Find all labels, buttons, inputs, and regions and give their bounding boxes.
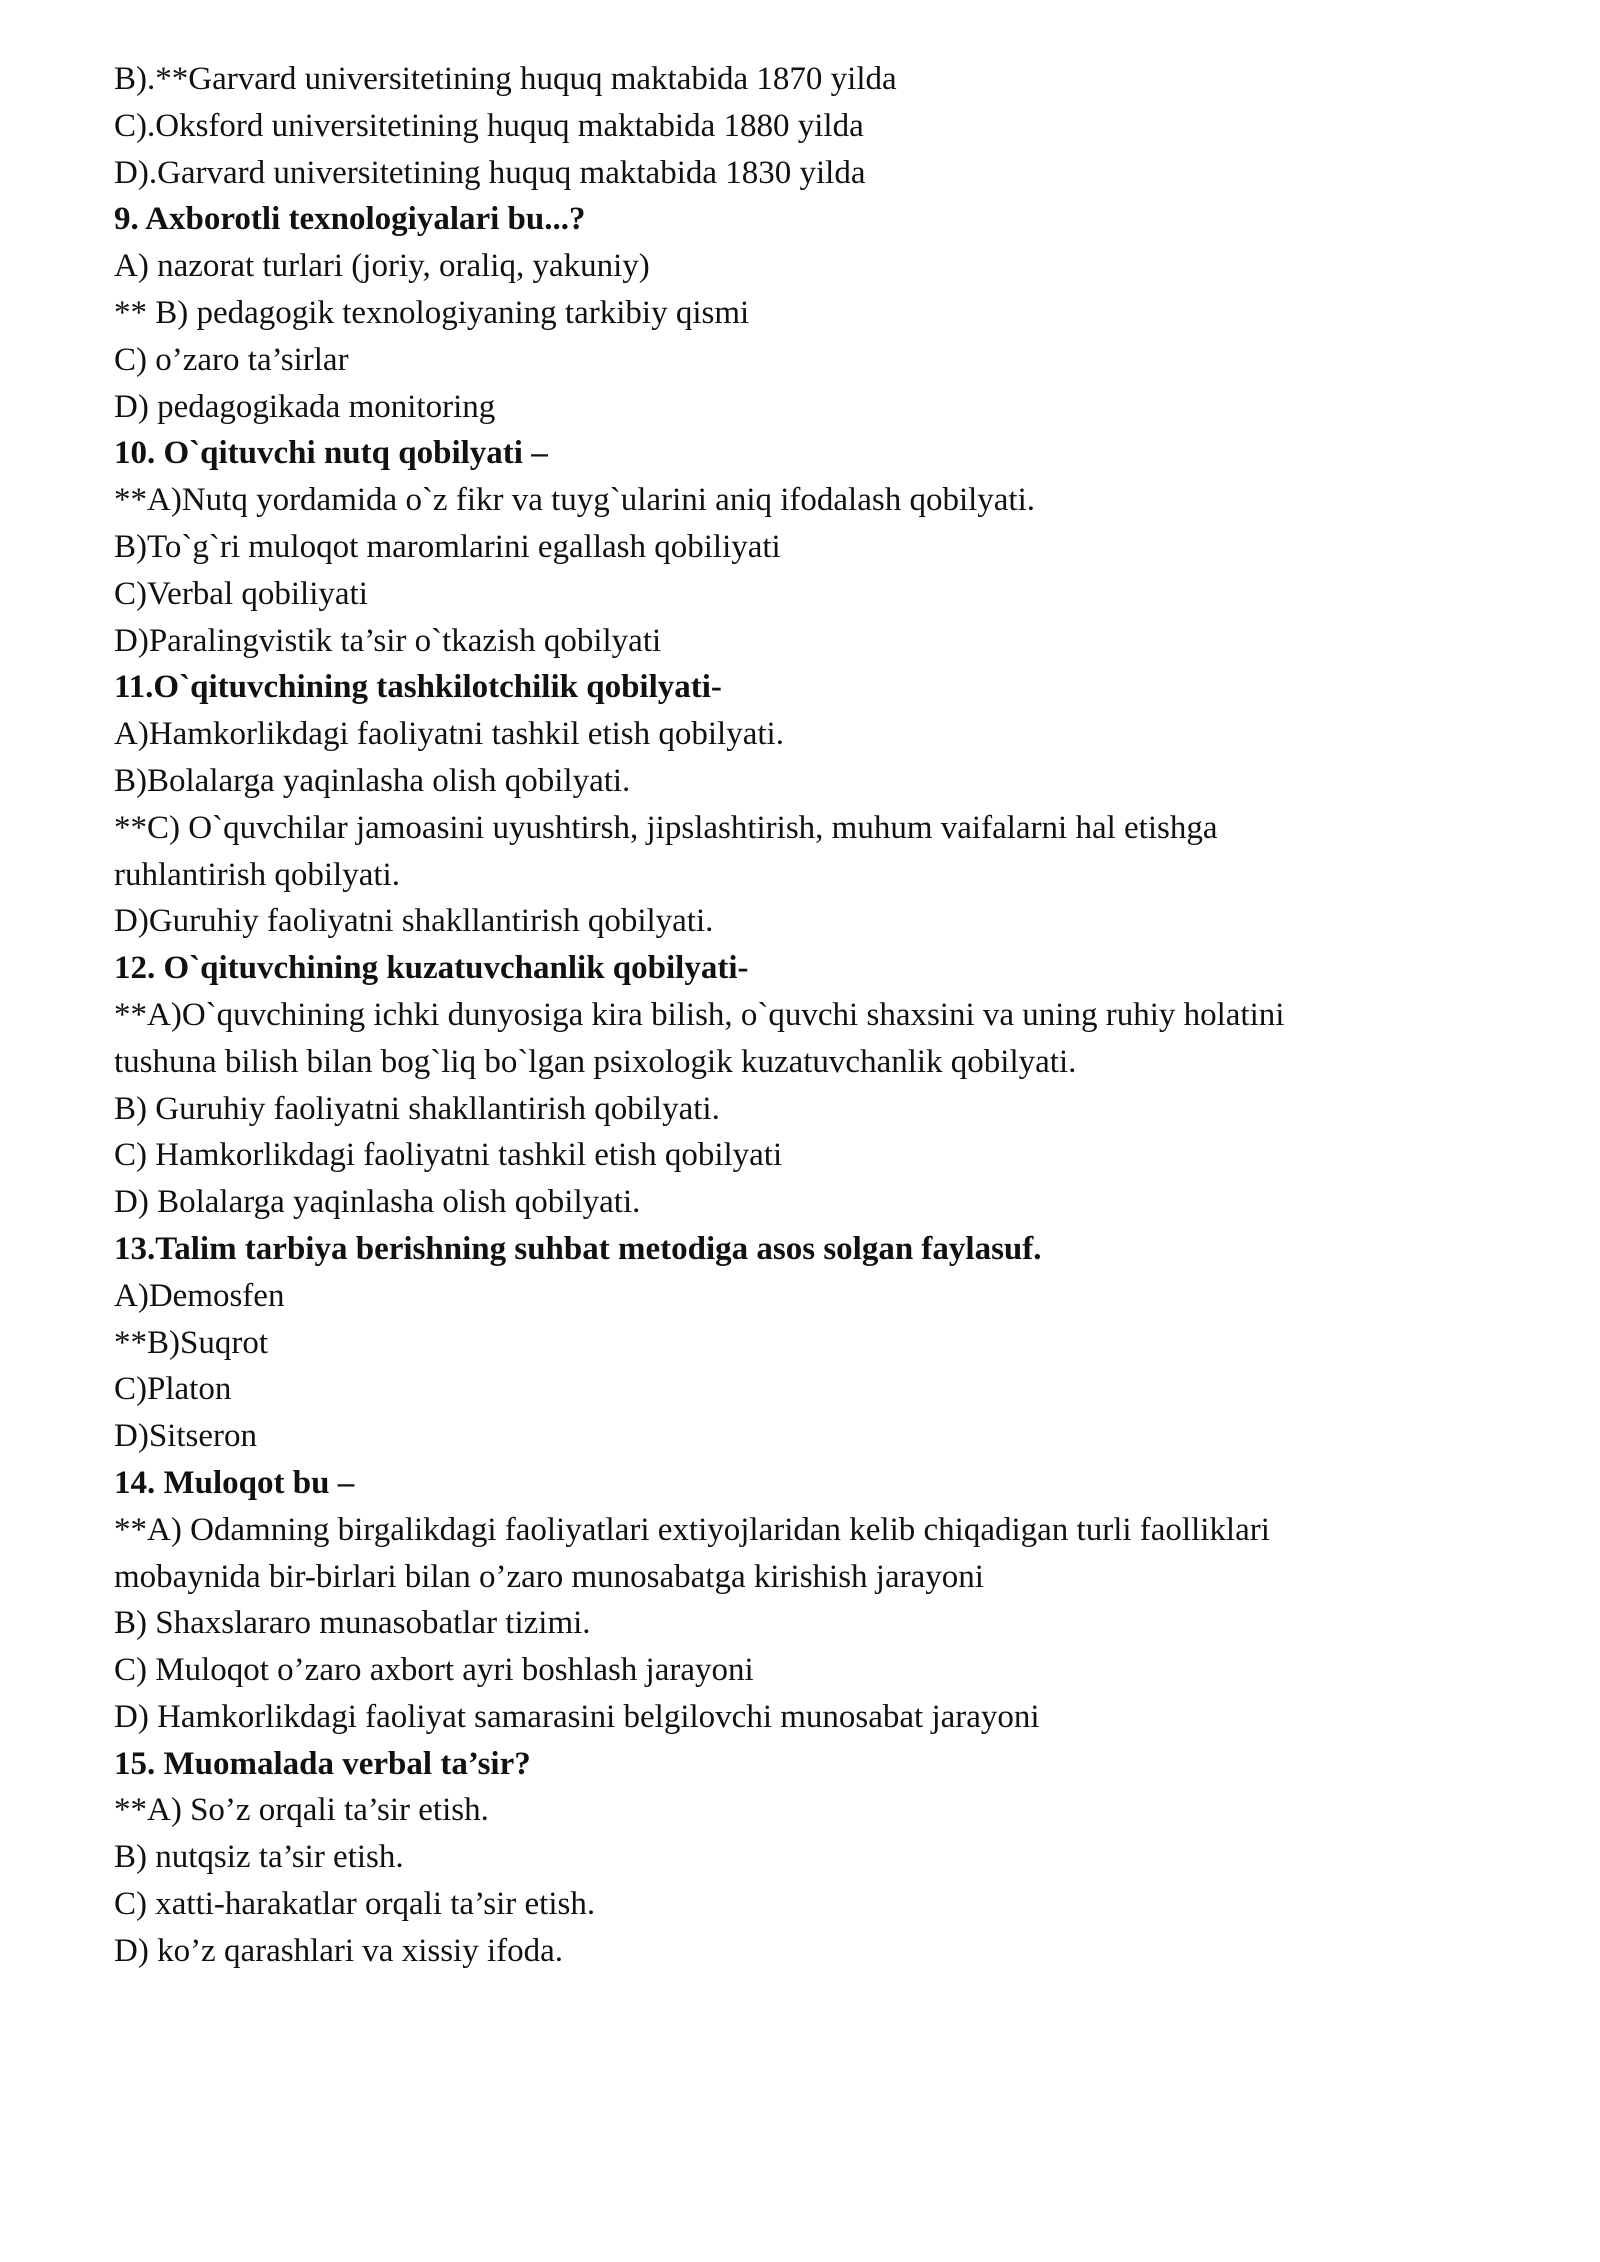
text-line: B) Shaxslararo munasobatlar tizimi. [114, 1605, 591, 1642]
question-heading: 12. O`qituvchining kuzatuvchanlik qobilyati- [114, 950, 749, 987]
text-line: A)Demosfen [114, 1277, 285, 1314]
text-line: C) Muloqot o’zaro axbort ayri boshlash jarayoni [114, 1652, 754, 1689]
text-line: A) nazorat turlari (joriy, oraliq, yakuniy) [114, 248, 650, 285]
text-line: ruhlantirish qobilyati. [114, 856, 400, 893]
text-line: C)Verbal qobiliyati [114, 575, 368, 612]
text-line: D)Sitseron [114, 1418, 257, 1455]
text-line: C).Oksford universitetining huquq maktabida 1880 yilda [114, 107, 864, 144]
text-line: B)To`g`ri muloqot maromlarini egallash qobiliyati [114, 528, 781, 565]
text-line: D)Paralingvistik ta’sir o`tkazish qobilyati [114, 622, 662, 659]
text-line: mobaynida bir-birlari bilan o’zaro munosabatga kirishish jarayoni [114, 1558, 984, 1595]
question-heading: 10. O`qituvchi nutq qobilyati – [114, 435, 548, 472]
question-heading: 13.Talim tarbiya berishning suhbat metodiga asos solgan faylasuf. [114, 1230, 1042, 1267]
text-line: tushuna bilish bilan bog`liq bo`lgan psixologik kuzatuvchanlik qobilyati. [114, 1043, 1077, 1080]
text-line: C)Platon [114, 1371, 232, 1408]
text-line: D) ko’z qarashlari va xissiy ifoda. [114, 1932, 564, 1969]
text-line: C) Hamkorlikdagi faoliyatni tashkil etish qobilyati [114, 1137, 783, 1174]
question-heading: 11.O`qituvchining tashkilotchilik qobilyati- [114, 669, 722, 706]
document-page [114, 56, 1514, 1975]
text-line: C) o’zaro ta’sirlar [114, 341, 349, 378]
text-line: **A) Odamning birgalikdagi faoliyatlari extiyojlaridan kelib chiqadigan turli faolliklari [114, 1511, 1270, 1548]
text-line: B)Bolalarga yaqinlasha olish qobilyati. [114, 762, 631, 799]
text-line: B) nutqsiz ta’sir etish. [114, 1839, 404, 1876]
text-line: **A)Nutq yordamida o`z fikr va tuyg`ularini aniq ifodalash qobilyati. [114, 482, 1036, 519]
text-line: D) Hamkorlikdagi faoliyat samarasini belgilovchi munosabat jarayoni [114, 1698, 1040, 1735]
text-line: D)Guruhiy faoliyatni shakllantirish qobilyati. [114, 903, 714, 940]
text-line: **A) So’z orqali ta’sir etish. [114, 1792, 489, 1829]
question-heading: 9. Axborotli texnologiyalari bu...? [114, 201, 586, 238]
text-line: D).Garvard universitetining huquq maktabida 1830 yilda [114, 154, 866, 191]
text-line: D) Bolalarga yaqinlasha olish qobilyati. [114, 1184, 641, 1221]
text-line: **A)O`quvchining ichki dunyosiga kira bilish, o`quvchi shaxsini va uning ruhiy holatini [114, 996, 1285, 1033]
text-line: C) xatti-harakatlar orqali ta’sir etish. [114, 1886, 596, 1923]
question-heading: 14. Muloqot bu – [114, 1464, 355, 1501]
question-heading: 15. Muomalada verbal ta’sir? [114, 1745, 531, 1782]
text-line: B) Guruhiy faoliyatni shakllantirish qobilyati. [114, 1090, 720, 1127]
text-line: ** B) pedagogik texnologiyaning tarkibiy qismi [114, 294, 750, 331]
text-line: A)Hamkorlikdagi faoliyatni tashkil etish qobilyati. [114, 716, 784, 753]
text-line: **B)Suqrot [114, 1324, 269, 1361]
text-line: B).**Garvard universitetining huquq maktabida 1870 yilda [114, 61, 897, 97]
text-line: D) pedagogikada monitoring [114, 388, 496, 425]
text-line: **C) O`quvchilar jamoasini uyushtirsh, jipslashtirish, muhum vaifalarni hal etishga [114, 809, 1218, 846]
